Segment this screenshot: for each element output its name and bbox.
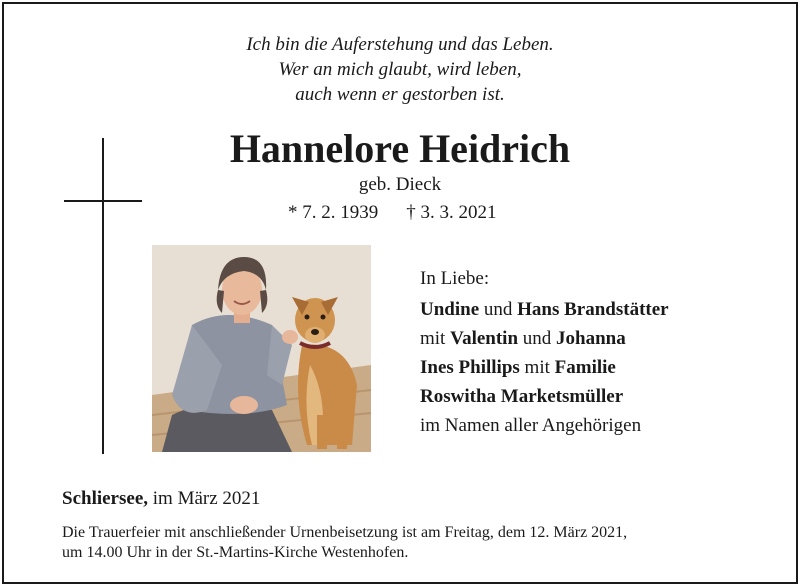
- quote-line: auch wenn er gestorben ist.: [295, 84, 505, 105]
- mourner-name: Johanna: [556, 328, 626, 349]
- life-dates: [288, 202, 497, 224]
- obituary-notice: [2, 2, 798, 584]
- funeral-service-info: [62, 523, 752, 563]
- mourners-closing: im Namen aller Angehörigen: [420, 415, 642, 436]
- place-and-date: [62, 488, 260, 510]
- mourner-line: [420, 297, 669, 326]
- quote-line: Wer an mich glaubt, wird leben,: [278, 59, 522, 80]
- cross-icon-horizontal: [64, 200, 142, 202]
- connector-text: und: [522, 328, 552, 349]
- mourner-name: Ines Phillips: [420, 357, 520, 378]
- connector-text: mit: [420, 328, 446, 349]
- maiden-name: geb. Dieck: [358, 174, 442, 195]
- town: Schliersee,: [62, 488, 149, 509]
- mourner-line: [420, 384, 669, 413]
- quote-line: Ich bin die Auferstehung und das Leben.: [246, 34, 554, 55]
- mourner-name: Undine: [420, 299, 480, 320]
- bible-quote: [4, 32, 796, 107]
- mourners-list: [420, 266, 669, 442]
- service-line: Die Trauerfeier mit anschließender Urnenbeisetzung ist am Freitag, dem 12. März 2021,: [62, 524, 628, 541]
- service-line: um 14.00 Uhr in der St.-Martins-Kirche Westenhofen.: [62, 544, 409, 561]
- birth-date: * 7. 2. 1939: [288, 202, 379, 223]
- mourner-name: Hans Brandstätter: [517, 299, 669, 320]
- mourner-name: Familie: [554, 357, 616, 378]
- mourner-name: Valentin: [450, 328, 519, 349]
- mourner-name: Roswitha Marketsmüller: [420, 386, 624, 407]
- deceased-name: Hannelore Heidrich: [229, 126, 571, 171]
- connector-text: und: [483, 299, 513, 320]
- mourners-intro: In Liebe:: [420, 268, 490, 289]
- mourner-line: [420, 326, 669, 355]
- month-year: im März 2021: [152, 488, 261, 509]
- death-date: † 3. 3. 2021: [406, 202, 497, 223]
- portrait-photo: [152, 245, 371, 452]
- connector-text: mit: [524, 357, 550, 378]
- mourner-line: [420, 355, 669, 384]
